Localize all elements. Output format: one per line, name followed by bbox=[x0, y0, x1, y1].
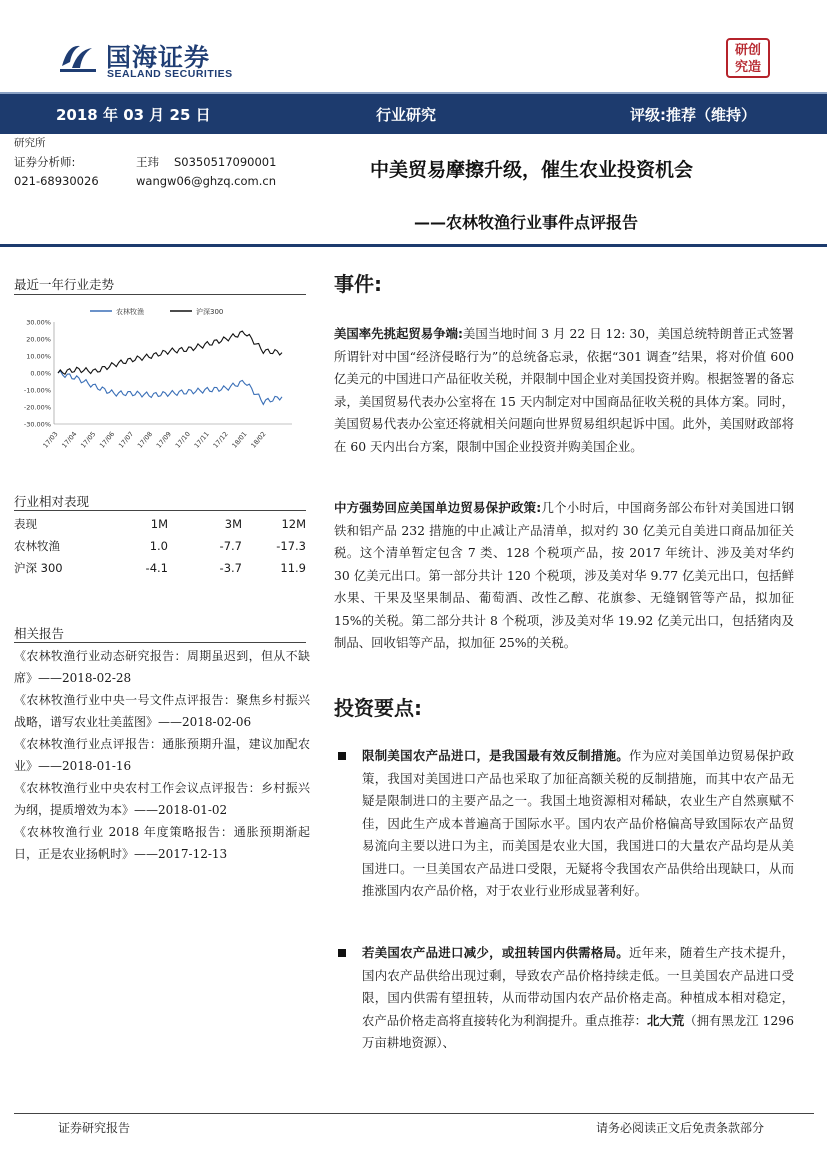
sealand-logo-icon bbox=[58, 40, 98, 74]
table-header-row bbox=[14, 513, 306, 535]
invest-b1-lead: 限制美国农产品进口，是我国最有效反制措施。 bbox=[362, 748, 630, 763]
related-report-link[interactable]: 《农林牧渔行业点评报告：通胀预期升温，建议加配农业》——2018-01-16 bbox=[14, 737, 310, 773]
event-p1-text: 美国当地时间 3 月 22 日 12: 30，美国总统特朗普正式签署所谓针对中国“经济侵略行为”的总统备忘录，依据“301 调查”结果，将对价值 600 亿美元的中国进口产品征收关税，并限制中国企业对美国投资并购。根据签署的备忘录，美国贸易代表办公室将在 15 天内制定对中国商品征收关税的具体方案。同时，美国贸易代表办公室还将就相关问题向世界贸易组织起诉中国。此外，美国财政部将在 60 天内出台方案，限制中国企业投资并购美国企业。 bbox=[334, 326, 794, 454]
x-tick-label: 17/08 bbox=[135, 430, 155, 450]
dept-label: 研究所 bbox=[14, 137, 46, 149]
table-cell: -4.1 bbox=[145, 561, 168, 575]
event-paragraph-2 bbox=[334, 497, 794, 655]
y-tick-label: 30.00% bbox=[26, 318, 51, 327]
x-tick-label: 17/03 bbox=[41, 430, 60, 450]
performance-divider bbox=[14, 510, 306, 511]
table-header-cell: 1M bbox=[150, 517, 168, 531]
invest-b1-text: 作为应对美国单边贸易保护政策，我国对美国进口产品也采取了加征高额关税的反制措施，而其中农产品无疑是限制进口的主要产品之一。我国土地资源相对稀缺，农业生产自然禀赋不佳，因此生产成本普遍高于国际水平。国内农产品价格偏高导致国际农产品贸易流向主要以进口为主，而美国是农业大国，我国进口的大量农产品均是从美国进口。一旦美国农产品进口受限，无疑将令我国农产品供给出现缺口，从而推涨国内农产品价格，对于农业行业形成显著利好。 bbox=[362, 748, 795, 898]
research-seal-logo: 研创 究造 bbox=[726, 38, 770, 78]
trend-heading: 最近一年行业走势 bbox=[14, 277, 115, 292]
invest-b2-bold-tail: 北大荒 bbox=[647, 1012, 685, 1028]
analyst-phone: 021-68930026 bbox=[14, 174, 99, 188]
x-tick-label: 17/05 bbox=[79, 430, 98, 450]
invest-point-2 bbox=[362, 942, 794, 1055]
analyst-role: 证券分析师: bbox=[14, 155, 76, 169]
analyst-email: wangw06@ghzq.com.cn bbox=[136, 174, 276, 188]
table-cell: 沪深 300 bbox=[14, 561, 63, 575]
event-heading: 事件: bbox=[334, 272, 382, 296]
bullet-square-icon bbox=[338, 949, 346, 957]
x-tick-label: 17/10 bbox=[173, 430, 192, 450]
header-divider bbox=[0, 244, 827, 247]
performance-heading: 行业相对表现 bbox=[14, 494, 90, 509]
event-p2-lead: 中方强势回应美国单边贸易保护政策: bbox=[334, 500, 542, 515]
x-tick-label: 17/07 bbox=[116, 430, 136, 450]
report-subtitle: ——农林牧渔行业事件点评报告 bbox=[414, 213, 639, 232]
footer-divider bbox=[14, 1113, 814, 1114]
legend-label: 农林牧渔 bbox=[116, 308, 144, 316]
y-tick-label: -10.00% bbox=[23, 386, 51, 395]
brand-name-en: SEALAND SECURITIES bbox=[107, 68, 233, 80]
event-p2-text: 几个小时后，中国商务部公布针对美国进口钢铁和铝产品 232 措施的中止减让产品清单，拟对约 30 亿美元自美进口商品加征关税。这个清单暂定包含 7 类、128 个税项产品，按 2017 年统计、涉及美对华约 30 亿美元出口。第一部分共计 120 个税项，涉及美对华 9.77 亿美元出口，包括鲜水果、干果及坚果制品、葡萄酒、改性乙醇、花旗参、无缝钢管等产品，拟加征 15%的关税。第二部分共计 8 个税项，涉及美对华 19.92 亿美元出口，包括猪肉及制品、回收铝等产品，拟加征 25%的关税。 bbox=[334, 500, 794, 650]
report-date: 2018 年 03 月 25 日 bbox=[56, 106, 211, 124]
x-tick-label: 17/09 bbox=[154, 430, 173, 450]
table-cell: -17.3 bbox=[276, 539, 306, 553]
related-report-link[interactable]: 《农林牧渔行业 2018 年度策略报告：通胀预期渐起日，正是农业扬帆时》——2017-12-13 bbox=[14, 825, 310, 861]
analyst-name: 王玮 bbox=[136, 155, 159, 169]
footer-right: 请务必阅读正文后免责条款部分 bbox=[596, 1121, 765, 1135]
related-report-link[interactable]: 《农林牧渔行业中央一号文件点评报告：聚焦乡村振兴战略，谱写农业壮美蓝图》——2018-02-06 bbox=[14, 693, 310, 729]
related-report-link[interactable]: 《农林牧渔行业中央农村工作会议点评报告：乡村振兴为纲，提质增效为本》——2018-01-02 bbox=[14, 781, 310, 817]
related-list bbox=[14, 645, 310, 865]
related-report-link[interactable]: 《农林牧渔行业动态研究报告：周期虽迟到，但从不缺席》——2018-02-28 bbox=[14, 649, 310, 685]
analyst-license: S0350517090001 bbox=[174, 155, 277, 169]
trend-chart bbox=[14, 300, 306, 470]
performance-table bbox=[14, 513, 306, 579]
series-line-农林牧渔 bbox=[58, 371, 282, 405]
y-tick-label: -30.00% bbox=[23, 420, 51, 429]
table-cell: 11.9 bbox=[280, 561, 306, 575]
trend-divider bbox=[14, 294, 306, 295]
table-cell: -3.7 bbox=[219, 561, 242, 575]
related-divider bbox=[14, 642, 306, 643]
y-tick-label: 20.00% bbox=[26, 335, 51, 344]
invest-b2-text: 近年来，随着生产技术提升，国内农产品供给出现过剩，导致农产品价格持续走低。一旦美国农产品进口受限，国内供需有望扭转，从而带动国内农产品价格走高。种植成本相对稳定，农产品价格走高将直接转化为利润提升。重点推荐： bbox=[362, 945, 795, 1028]
event-paragraph-1 bbox=[334, 323, 794, 458]
series-line-沪深300 bbox=[58, 331, 282, 374]
table-row bbox=[14, 535, 306, 557]
table-header-cell: 表现 bbox=[14, 517, 37, 531]
x-tick-label: 18/01 bbox=[230, 430, 249, 450]
report-type: 行业研究 bbox=[376, 106, 437, 124]
table-header-cell: 3M bbox=[224, 517, 242, 531]
table-row bbox=[14, 557, 306, 579]
x-tick-label: 17/12 bbox=[211, 430, 230, 450]
table-cell: 1.0 bbox=[149, 539, 168, 553]
x-tick-label: 17/11 bbox=[192, 430, 211, 450]
invest-heading: 投资要点: bbox=[334, 696, 422, 720]
event-p1-lead: 美国率先挑起贸易争端: bbox=[334, 326, 463, 341]
x-tick-label: 17/06 bbox=[98, 430, 117, 450]
brand-name-cn: 国海证券 bbox=[106, 43, 211, 72]
report-title: 中美贸易摩擦升级，催生农业投资机会 bbox=[370, 159, 694, 181]
table-cell: 农林牧渔 bbox=[14, 539, 60, 553]
legend-label: 沪深300 bbox=[196, 308, 224, 316]
table-header-cell: 12M bbox=[281, 517, 306, 531]
invest-point-1 bbox=[362, 745, 794, 903]
report-banner bbox=[0, 92, 827, 134]
y-tick-label: -20.00% bbox=[23, 403, 51, 412]
bullet-square-icon bbox=[338, 752, 346, 760]
invest-b2-tail: （拥有黑龙江 1296 万亩耕地资源）、 bbox=[362, 1012, 795, 1050]
table-cell: -7.7 bbox=[219, 539, 242, 553]
footer-left: 证券研究报告 bbox=[58, 1121, 131, 1135]
invest-b2-lead: 若美国农产品进口减少，或扭转国内供需格局。 bbox=[362, 945, 630, 960]
x-tick-label: 18/02 bbox=[249, 430, 268, 450]
y-tick-label: 10.00% bbox=[26, 352, 51, 361]
y-tick-label: 0.00% bbox=[30, 369, 51, 378]
report-rating: 评级:推荐（维持） bbox=[630, 106, 756, 124]
x-tick-label: 17/04 bbox=[60, 430, 79, 450]
related-heading: 相关报告 bbox=[14, 626, 65, 641]
